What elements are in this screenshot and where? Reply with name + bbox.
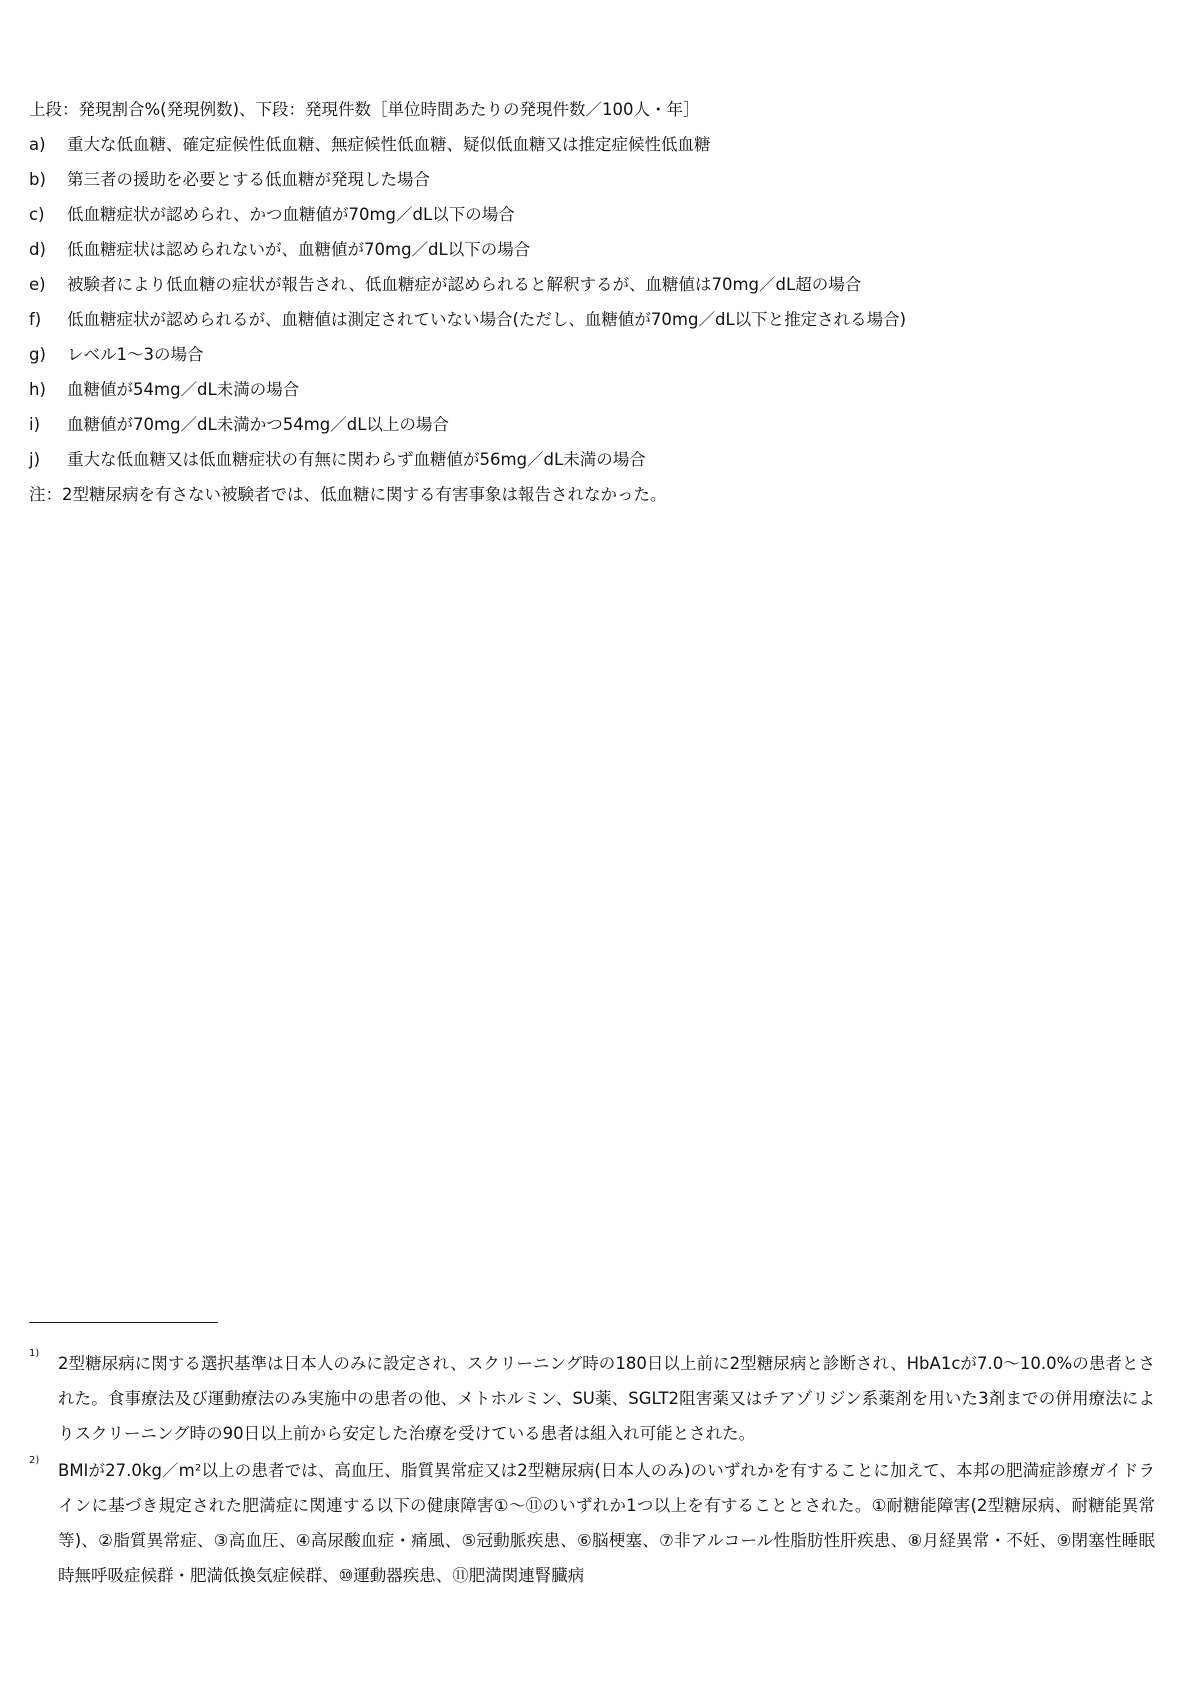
- note-text: 血糖値が54mg／dL未満の場合: [67, 380, 300, 399]
- note-key: j): [29, 450, 41, 469]
- note-key: d): [29, 240, 46, 259]
- note-item-a: [29, 127, 1149, 162]
- note-item-i: [29, 407, 1149, 442]
- note-text: 第三者の援助を必要とする低血糖が発現した場合: [67, 170, 430, 189]
- note-key: e): [29, 275, 46, 294]
- note-key: g): [29, 345, 46, 364]
- note-item-h: [29, 372, 1149, 407]
- note-text: 低血糖症状は認められないが、血糖値が70mg／dL以下の場合: [67, 240, 531, 259]
- note-key: i): [29, 415, 41, 434]
- footnote-marker: 1): [29, 1348, 40, 1359]
- note-key: c): [29, 205, 45, 224]
- note-item-g: [29, 337, 1149, 372]
- note-item-e: [29, 267, 1149, 302]
- note-text: 低血糖症状が認められ、かつ血糖値が70mg／dL以下の場合: [67, 205, 515, 224]
- footnote-1: [29, 1346, 1155, 1451]
- footnote-text: BMIが27.0kg／m²以上の患者では、高血圧、脂質異常症又は2型糖尿病(日本人のみ)のいずれかを有することに加えて、本邦の肥満症診療ガイドラインに基づき規定された肥満症に関連する以下の健康障害①～⑪のいずれか1つ以上を有することとされた。①耐糖能障害(2型糖尿病、耐糖能異常等)、②脂質異常症、③高血圧、④高尿酸血症・痛風、⑤冠動脈疾患、⑥脳梗塞、⑦非アルコール性脂肪性肝疾患、⑧月経異常・不妊、⑨閉塞性睡眠時無呼吸症候群・肥満低換気症候群、⑩運動器疾患、⑪肥満関連腎臓病: [58, 1461, 1155, 1585]
- note-item-d: [29, 232, 1149, 267]
- note-item-c: [29, 197, 1149, 232]
- footnote-marker: 2): [29, 1455, 40, 1466]
- note-text: 重大な低血糖又は低血糖症状の有無に関わらず血糖値が56mg／dL未満の場合: [67, 450, 646, 469]
- note-key: f): [29, 310, 42, 329]
- footnote-2: [29, 1453, 1155, 1593]
- footnote-text: 2型糖尿病に関する選択基準は日本人のみに設定され、スクリーニング時の180日以上前に2型糖尿病と診断され、HbA1cが7.0～10.0%の患者とされた。食事療法及び運動療法のみ実施中の患者の他、メトホルミン、SU薬、SGLT2阻害薬又はチアゾリジン系薬剤を用いた3剤までの併用療法によりスクリーニング時の90日以上前から安定した治療を受けている患者は組入れ可能とされた。: [58, 1354, 1155, 1443]
- note-text: 重大な低血糖、確定症候性低血糖、無症候性低血糖、疑似低血糖又は推定症候性低血糖: [67, 135, 711, 154]
- footnote-divider: [29, 1322, 218, 1323]
- note-item-f: [29, 302, 1149, 337]
- note-text: 低血糖症状が認められるが、血糖値は測定されていない場合(ただし、血糖値が70mg／dL以下と推定される場合): [67, 310, 907, 329]
- note-item-j: [29, 442, 1149, 477]
- note-item-b: [29, 162, 1149, 197]
- table-notes: [29, 92, 1149, 512]
- note-key: h): [29, 380, 46, 399]
- note-key: b): [29, 170, 46, 189]
- note-text: レベル1～3の場合: [67, 345, 204, 364]
- note-text: 被験者により低血糖の症状が報告され、低血糖症が認められると解釈するが、血糖値は70mg／dL超の場合: [67, 275, 862, 294]
- footnotes: [29, 1346, 1155, 1595]
- notes-header: 上段：発現割合%(発現例数)、下段：発現件数［単位時間あたりの発現件数／100人・年］: [29, 100, 700, 119]
- note-key: a): [29, 135, 46, 154]
- note-text: 血糖値が70mg／dL未満かつ54mg／dL以上の場合: [67, 415, 449, 434]
- notes-final-remark: 注：2型糖尿病を有さない被験者では、低血糖に関する有害事象は報告されなかった。: [29, 485, 667, 504]
